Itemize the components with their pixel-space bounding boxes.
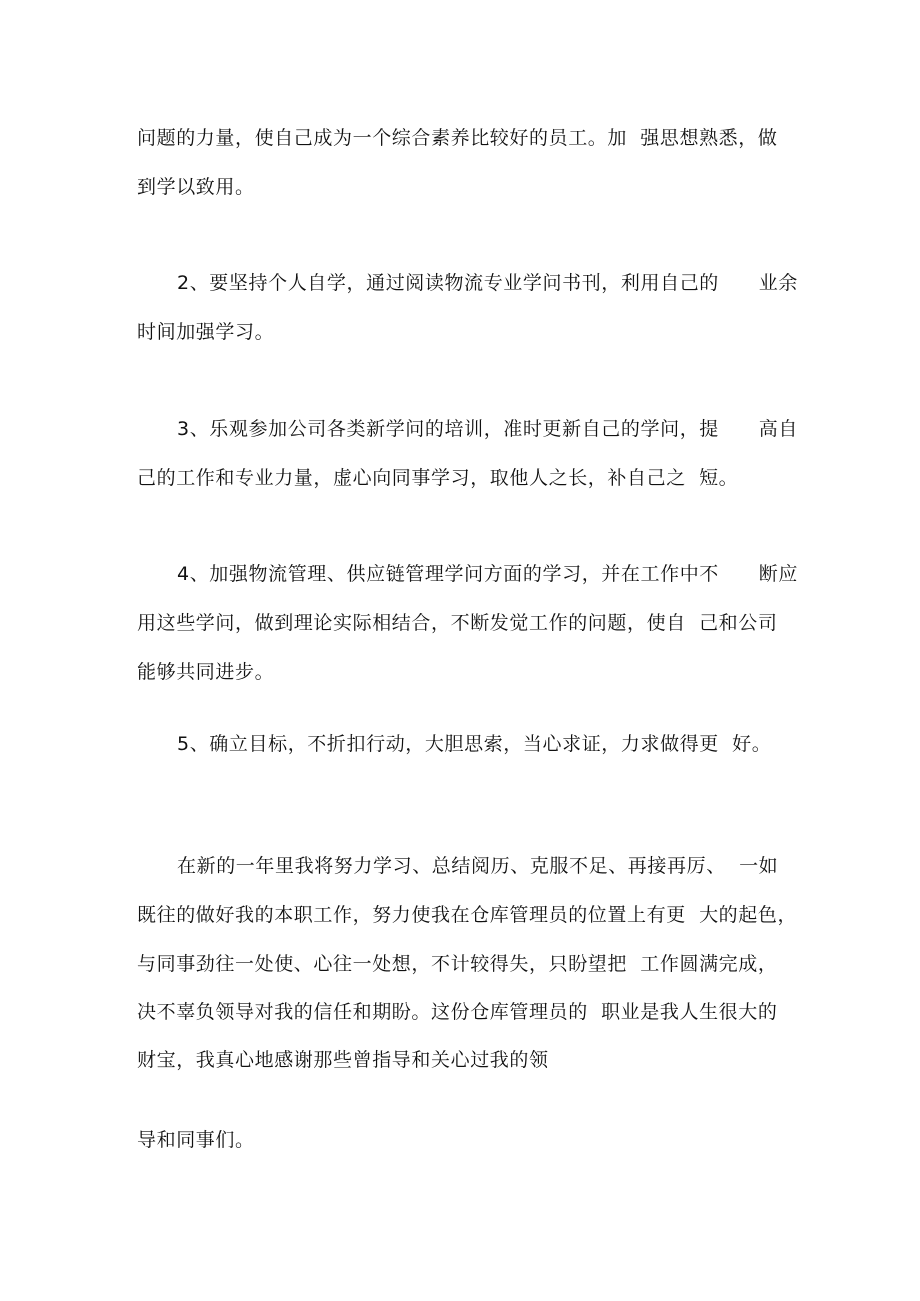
paragraph-6-line-1: 在新的一年里我将努力学习、总结阅历、克服不足、再接再厉、 一如 [177,855,779,877]
paragraph-3-line-1: 3、乐观参加公司各类新学问的培训，准时更新自己的学问，提 高自 [177,418,798,440]
paragraph-2-line-2: 时间加强学习。 [137,321,275,343]
paragraph-4-line-1: 4、加强物流管理、供应链管理学问方面的学习，并在工作中不 断应 [177,563,798,585]
paragraph-3-line-2: 己的工作和专业力量，虚心向同事学习，取他人之长，补自己之 短。 [137,467,739,489]
paragraph-1-line-1: 问题的力量，使自己成为一个综合素养比较好的员工。加 强思想熟悉，做 [137,127,778,149]
paragraph-6-line-5: 财宝，我真心地感谢那些曾指导和关心过我的领 [137,1049,549,1071]
paragraph-6-line-4: 决不辜负领导对我的信任和期盼。这份仓库管理员的 职业是我人生很大的 [137,1001,778,1023]
paragraph-6-line-3: 与同事劲往一处使、心往一处想，不计较得失，只盼望把 工作圆满完成， [137,953,778,975]
paragraph-2-line-1: 2、要坚持个人自学，通过阅读物流专业学问书刊，利用自己的 业余 [177,272,798,294]
paragraph-4-line-2: 用这些学问，做到理论实际相结合，不断发觉工作的问题，使自 己和公司 [137,612,778,634]
paragraph-6-line-6: 导和同事们。 [137,1129,255,1151]
paragraph-1-line-2: 到学以致用。 [137,176,255,198]
paragraph-5-line-1: 5、确立目标，不折扣行动，大胆思索，当心求证，力求做得更 好。 [177,733,772,755]
paragraph-4-line-3: 能够共同进步。 [137,661,275,683]
paragraph-6-line-2: 既往的做好我的本职工作，努力使我在仓库管理员的位置上有更 大的起色， [137,904,798,926]
